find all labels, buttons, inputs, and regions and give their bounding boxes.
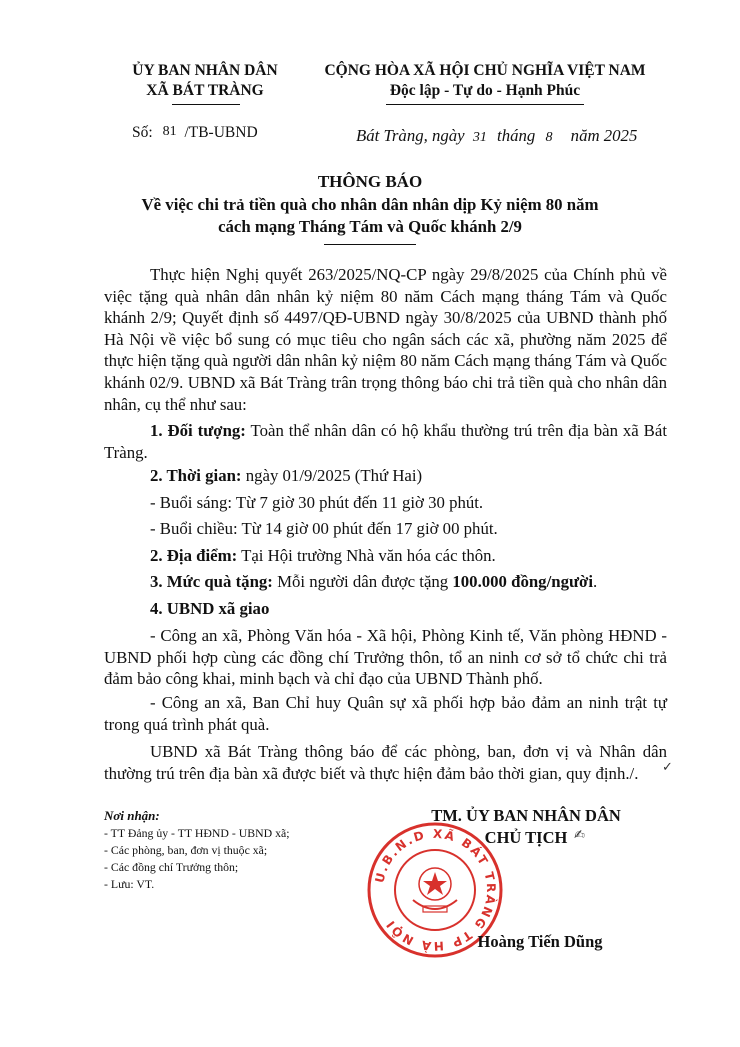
intro-paragraph: Thực hiện Nghị quyết 263/2025/NQ-CP ngày 29/8/2025 của Chính phủ về việc tặng quà nhân dân nhân kỷ niệm 80 năm Cách mạng tháng Tám và Quốc khánh 2/9; Quyết định số 4497/QĐ-UBND ngày 30/8/2025 của UBND thành phố Hà Nội về việc bổ sung có mục tiêu cho ngân sách các xã, phường năm 2025 để thực hiện tặng quà người dân nhân kỷ niệm 80 năm Cách mạng tháng Tám và Quốc khánh 02/9. UBND xã Bát Tràng trân trọng thông báo chi trả tiền quà cho nhân dân nhân, cụ thể như sau: xyxy=(104,265,667,414)
section-target-text: Toàn thể nhân dân có hộ khẩu thường trú trên địa bàn xã Bát Tràng. xyxy=(104,421,667,462)
document-date xyxy=(356,126,637,146)
section-location-label: 2. Địa điểm: xyxy=(150,546,238,565)
document-title: THÔNG BÁO xyxy=(317,172,423,191)
section-time-text: ngày 01/9/2025 (Thứ Hai) xyxy=(241,466,423,485)
section-gift-text: Mỗi người dân được tặng xyxy=(272,572,453,591)
document-number xyxy=(132,124,258,142)
assign-item-2: - Công an xã, Ban Chỉ huy Quân sự xã phối hợp bảo đảm an ninh trật tự trong quá trình phát quà. xyxy=(104,693,667,734)
number-suffix: /TB-UBND xyxy=(184,124,258,141)
number-value: 81 xyxy=(162,124,177,139)
section-gift-label: 3. Mức quà tặng: xyxy=(150,572,273,591)
recipient-item: - TT Đảng ủy - TT HĐND - UBND xã; xyxy=(104,826,290,840)
date-place: Bát Tràng, ngày xyxy=(356,126,465,145)
date-month-label: tháng xyxy=(497,126,536,145)
time-afternoon: - Buổi chiều: Từ 14 giờ 00 phút đến 17 giờ 00 phút. xyxy=(150,519,498,538)
motto-underline xyxy=(386,104,584,105)
date-month: 8 xyxy=(545,130,553,145)
assign-item-1: - Công an xã, Phòng Văn hóa - Xã hội, Phòng Kinh tế, Văn phòng HĐND - UBND phối hợp cùng các đồng chí Trưởng thôn, tổ an ninh cơ sở tổ chức chi trả đảm bảo công khai, minh bạch và chỉ đạo của UBND Thành phố. xyxy=(104,626,667,689)
recipient-item: - Các phòng, ban, đơn vị thuộc xã; xyxy=(104,843,268,857)
signature-title: TM. ỦY BAN NHÂN DÂN xyxy=(431,806,621,825)
title-underline xyxy=(324,244,416,245)
section-location-text: Tại Hội trường Nhà văn hóa các thôn. xyxy=(237,546,496,565)
section-location xyxy=(150,546,496,566)
section-assign-title: 4. UBND xã giao xyxy=(150,599,270,618)
date-day: 31 xyxy=(472,130,487,145)
document-subject-line2: cách mạng Tháng Tám và Quốc khánh 2/9 xyxy=(218,217,522,236)
section-gift-amount: 100.000 đồng/người xyxy=(452,572,593,591)
agency-line2: XÃ BÁT TRÀNG xyxy=(146,82,264,99)
agency-name xyxy=(120,62,290,100)
closing-paragraph: UBND xã Bát Tràng thông báo để các phòng, ban, đơn vị và Nhân dân thường trú trên địa bàn xã được biết và thực hiện đảm bảo thời gian, quy định./. xyxy=(104,742,667,783)
signature-mark-icon: ✍ xyxy=(574,828,585,843)
document-subject-line1: Về việc chi trả tiền quà cho nhân dân nhân dịp Kỷ niệm 80 năm xyxy=(141,195,599,214)
section-target xyxy=(104,420,667,463)
country-name: CỘNG HÒA XÃ HỘI CHỦ NGHĨA VIỆT NAM xyxy=(324,62,646,79)
recipient-item: - Các đồng chí Trưởng thôn; xyxy=(104,860,239,874)
agency-line1: ỦY BAN NHÂN DÂN xyxy=(132,62,278,79)
initial-mark-icon: ✓ xyxy=(662,760,673,775)
number-prefix: Số: xyxy=(132,124,153,141)
section-target-label: 1. Đối tượng: xyxy=(150,421,246,440)
signatory-name: Hoàng Tiến Dũng xyxy=(477,932,603,951)
agency-underline xyxy=(172,104,240,105)
motto: Độc lập - Tự do - Hạnh Phúc xyxy=(389,82,581,99)
section-time-label: 2. Thời gian: xyxy=(150,466,242,485)
time-morning: - Buổi sáng: Từ 7 giờ 30 phút đến 11 giờ 30 phút. xyxy=(150,493,484,512)
seal-text: U.B.N.D XÃ BÁT TRÀNG TP HÀ NỘI xyxy=(372,826,499,954)
recipients-title: Nơi nhận: xyxy=(104,808,160,823)
section-gift xyxy=(150,572,597,592)
section-time xyxy=(150,466,422,486)
section-gift-end: . xyxy=(592,572,598,591)
signature-position: CHỦ TỊCH xyxy=(484,828,568,847)
recipient-item: - Lưu: VT. xyxy=(104,877,155,891)
date-year: năm 2025 xyxy=(570,126,638,145)
national-motto xyxy=(310,62,660,100)
